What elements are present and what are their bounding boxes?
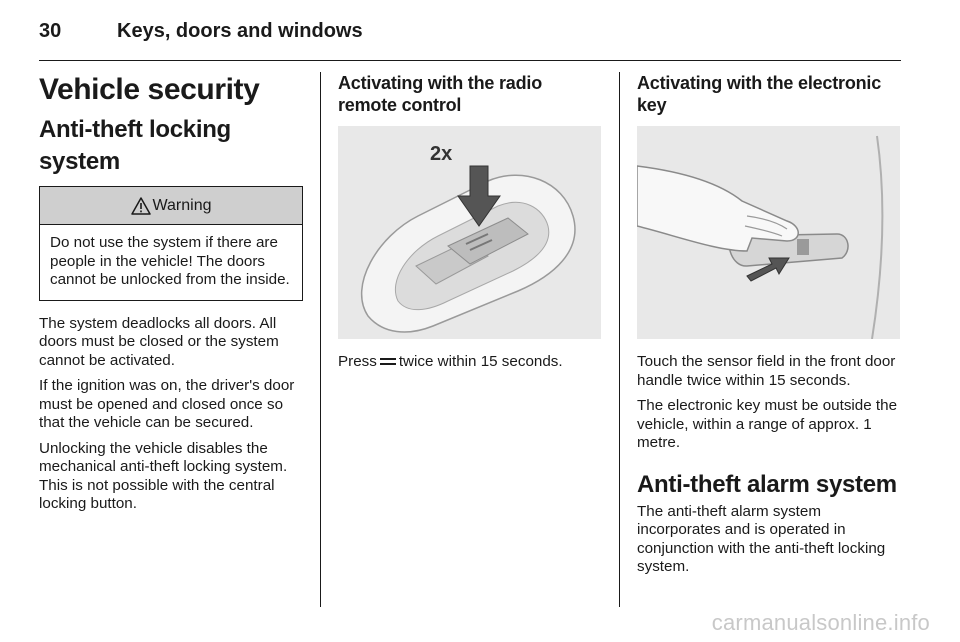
instruction-text-before: Press: [338, 353, 377, 370]
section-title: Keys, doors and windows: [117, 20, 363, 42]
paragraph: The electronic key must be outside the vehicle, within a range of approx. 1 metre.: [637, 397, 898, 451]
paragraph: The anti-theft alarm system incorporates and is operated in conjunction with the anti-theft locking system.: [637, 502, 886, 575]
column-3: [637, 72, 903, 577]
warning-box: [39, 186, 303, 301]
paragraph: The system deadlocks all doors. All doors must be closed or the system cannot be activated.: [39, 314, 279, 369]
section-heading: Anti-theft alarm system: [637, 470, 897, 498]
column-divider: [320, 72, 321, 607]
watermark: carmanualsonline.info: [711, 610, 930, 635]
section-heading: Activating with the electronic key: [637, 73, 882, 115]
column-2: [338, 72, 604, 379]
section-heading: Anti-theft locking system: [39, 116, 231, 175]
section-heading: Activating with the radio remote control: [338, 73, 543, 115]
paragraph: If the ignition was on, the driver's door must be opened and closed once so that the vehicle can be secured.: [39, 377, 295, 431]
column-divider: [619, 72, 620, 607]
header-rule: [39, 60, 901, 61]
lock-button-icon: [380, 357, 396, 367]
instruction-text: [338, 353, 604, 372]
paragraph: Unlocking the vehicle disables the mechanical anti-theft locking system. This is not possible with the central locking button.: [39, 439, 288, 512]
paragraph: Touch the sensor field in the front door handle twice within 15 seconds.: [637, 353, 896, 389]
door-handle-illustration: [637, 126, 900, 339]
column-1: [39, 72, 303, 521]
page-title: Vehicle security: [39, 73, 260, 106]
figure-label: 2x: [430, 143, 453, 165]
warning-body: [40, 225, 302, 300]
warning-label: Warning: [152, 196, 212, 214]
key-fob-illustration: [338, 126, 601, 339]
page-number: 30: [39, 20, 62, 42]
warning-text: Do not use the system if there are people in the vehicle! The doors cannot be unlocked from the inside.: [50, 234, 290, 288]
warning-header: [40, 187, 302, 225]
warning-triangle-icon: [131, 197, 151, 215]
instruction-text-after: twice within 15 seconds.: [398, 353, 563, 370]
